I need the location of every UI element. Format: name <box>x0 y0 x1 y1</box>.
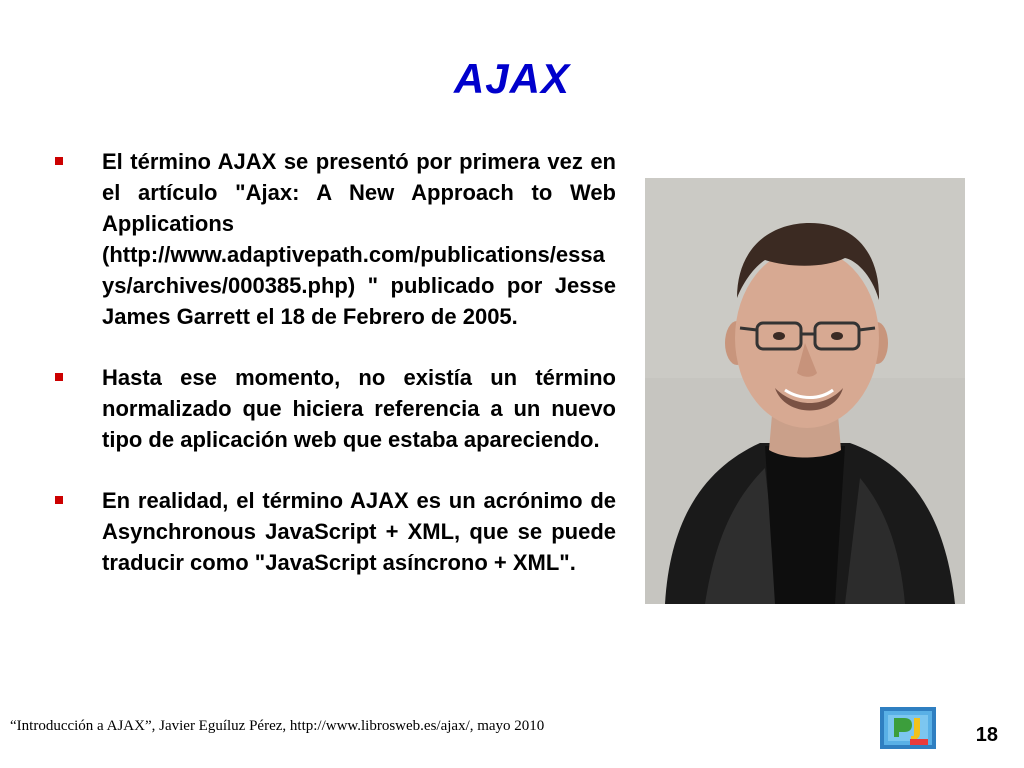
bullet-item <box>52 146 616 332</box>
bullet-text: Hasta ese momento, no existía un término normalizado que hiciera referencia a un nuevo tipo de aplicación web que estaba apareciendo. <box>102 365 616 452</box>
footer-citation: “Introducción a AJAX”, Javier Eguíluz Pérez, http://www.librosweb.es/ajax/, mayo 2010 <box>10 718 545 734</box>
bullet-item <box>52 485 616 578</box>
bullet-text: El término AJAX se presentó por primera vez en el artículo "Ajax: A New Approach to Web Applications (http://www.adaptivepath.com/publications/essays/archives/000385.php) " publicado por Jesse James Garrett el 18 de Febrero de 2005. <box>102 149 616 329</box>
page-number: 18 <box>975 724 998 746</box>
portrait-photo <box>645 178 965 604</box>
bullet-text: En realidad, el término AJAX es un acrónimo de Asynchronous JavaScript + XML, que se puede traducir como "JavaScript asíncrono + XML". <box>102 488 616 575</box>
portrait-photo-illustration <box>645 178 965 604</box>
square-bullet-icon <box>55 373 63 381</box>
bullet-item <box>52 362 616 455</box>
square-bullet-icon <box>55 496 63 504</box>
square-bullet-icon <box>55 157 63 165</box>
slide-title: AJAX <box>453 55 571 102</box>
pj-logo-icon <box>880 707 936 749</box>
bullet-list <box>52 146 616 608</box>
